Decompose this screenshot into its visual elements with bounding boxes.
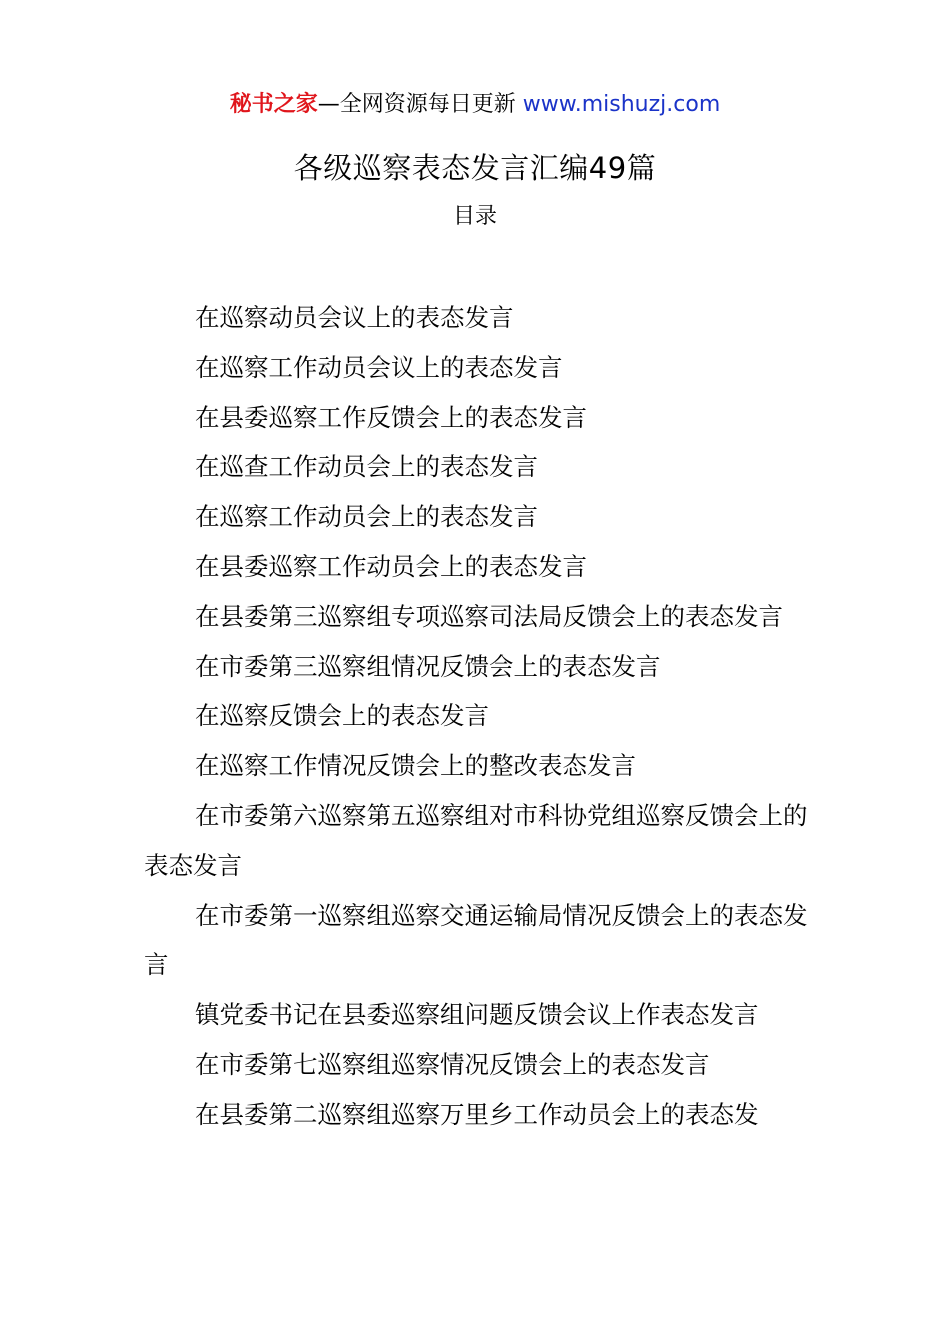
toc-item[interactable]: 在县委第三巡察组专项巡察司法局反馈会上的表态发言 xyxy=(195,601,783,631)
toc-item[interactable]: 在巡察工作动员会议上的表态发言 xyxy=(195,352,563,382)
page-title: 各级巡察表态发言汇编49篇 xyxy=(293,151,657,185)
toc-item[interactable]: 在县委巡察工作反馈会上的表态发言 xyxy=(195,402,587,432)
toc-item[interactable]: 在市委第三巡察组情况反馈会上的表态发言 xyxy=(195,651,661,681)
toc-item[interactable]: 在巡察工作动员会上的表态发言 xyxy=(195,502,538,532)
site-url-link[interactable]: www.mishuzj.com xyxy=(522,92,721,117)
toc-item[interactable]: 在巡查工作动员会上的表态发言 xyxy=(195,452,538,482)
brand-name: 秘书之家 xyxy=(229,92,318,117)
toc-item[interactable]: 在市委第六巡察第五巡察组对市科协党组巡察反馈会上的表态发言 xyxy=(144,800,808,880)
toc-item[interactable]: 在县委巡察工作动员会上的表态发言 xyxy=(195,551,587,581)
toc-item[interactable]: 在市委第一巡察组巡察交通运输局情况反馈会上的表态发言 xyxy=(144,900,808,980)
table-of-contents xyxy=(144,293,808,1140)
toc-item[interactable]: 在巡察反馈会上的表态发言 xyxy=(195,701,489,731)
toc-item[interactable]: 在巡察工作情况反馈会上的整改表态发言 xyxy=(195,751,636,781)
toc-heading: 目录 xyxy=(452,204,497,229)
site-header xyxy=(0,88,950,122)
toc-item[interactable]: 镇党委书记在县委巡察组问题反馈会议上作表态发言 xyxy=(195,1000,759,1030)
toc-item[interactable]: 在市委第七巡察组巡察情况反馈会上的表态发言 xyxy=(195,1049,710,1079)
header-tagline: —全网资源每日更新 xyxy=(317,92,516,117)
toc-item[interactable]: 在县委第二巡察组巡察万里乡工作动员会上的表态发 xyxy=(195,1099,759,1129)
toc-item[interactable]: 在巡察动员会议上的表态发言 xyxy=(195,303,514,332)
